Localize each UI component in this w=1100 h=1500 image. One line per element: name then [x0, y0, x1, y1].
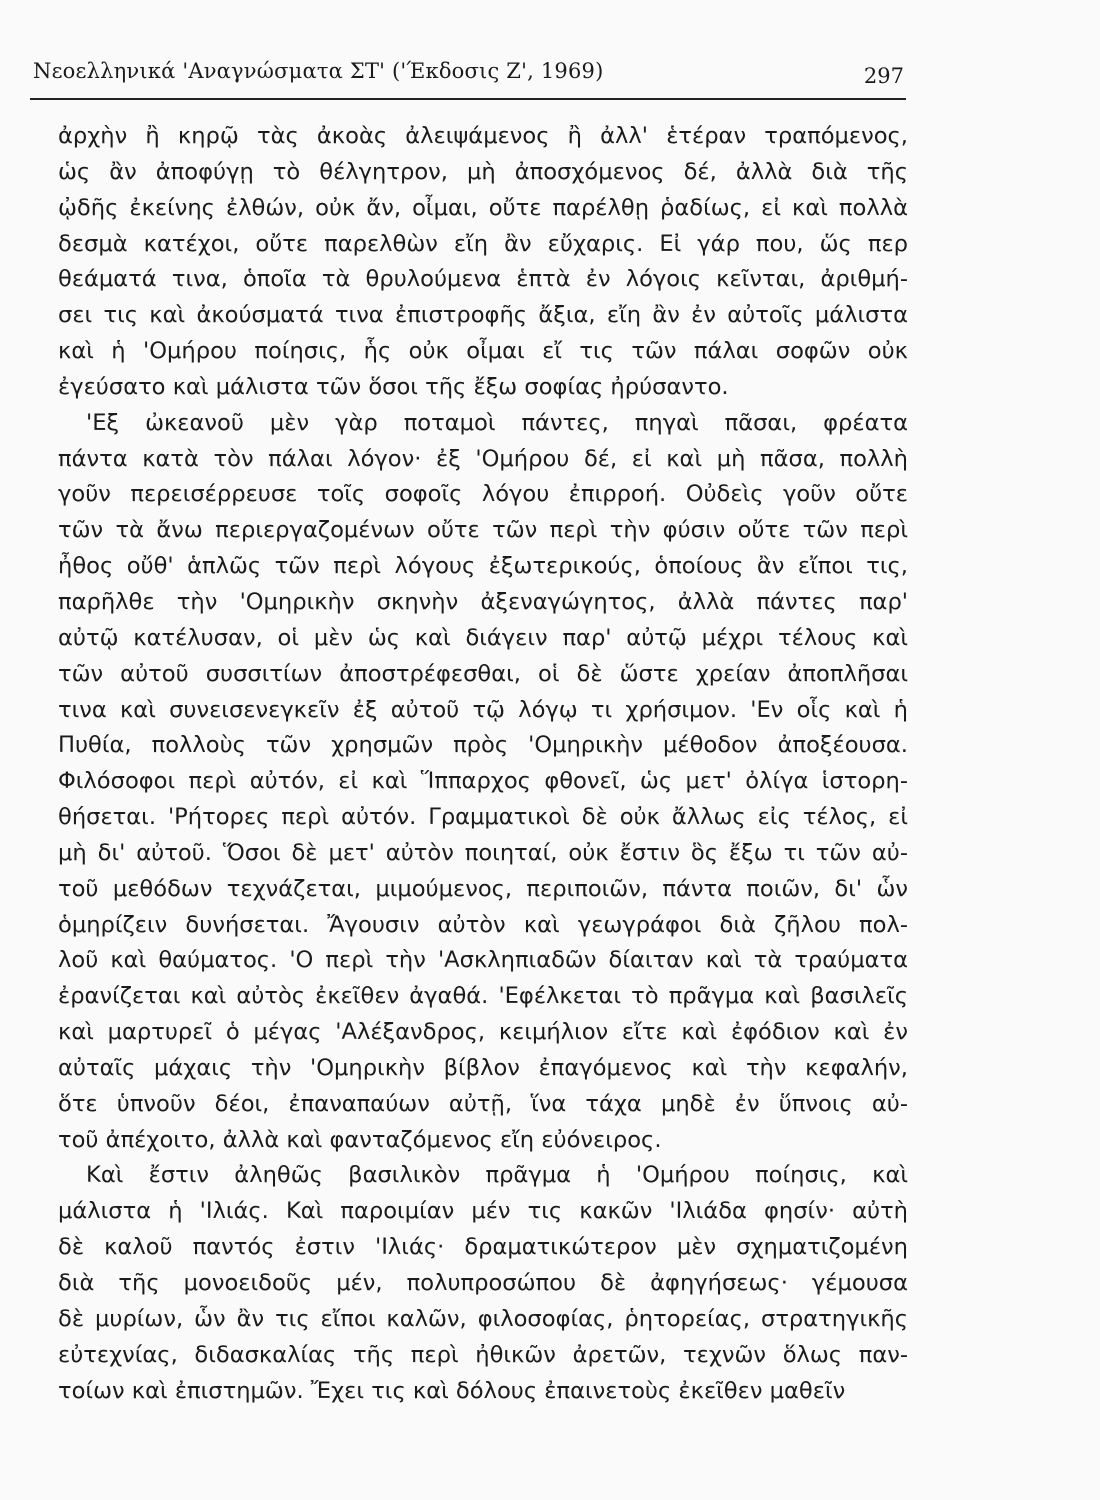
- text-line: τοῦ μεθόδων τεχνάζεται, μιμούμενος, περιποιῶν, πάντα ποιῶν, δι' ὧν: [58, 875, 908, 902]
- text-line: τινα καὶ συνεισενεγκεῖν ἐξ αὐτοῦ τῷ λόγῳ τι χρήσιμον. 'Εν οἷς καὶ ἡ: [58, 696, 908, 723]
- text-line: ἐγεύσατο καὶ μάλιστα τῶν ὅσοι τῆς ἔξω σοφίας ἠρύσαντο.: [58, 373, 729, 400]
- text-line: ἀρχὴν ἢ κηρῷ τὰς ἀκοὰς ἀλειψάμενος ἢ ἀλλ' ἑτέραν τραπόμενος,: [58, 123, 908, 149]
- paragraph-start-line: 'Εξ ὠκεανοῦ μὲν γὰρ ποταμοὶ πάντες, πηγαὶ πᾶσαι, φρέατα: [86, 409, 908, 436]
- text-line: ἐρανίζεται καὶ αὐτὸς ἐκεῖθεν ἀγαθά. 'Εφέλκεται τὸ πρᾶγμα καὶ βασιλεῖς: [58, 983, 908, 1010]
- text-line: δεσμὰ κατέχοι, οὔτε παρελθὼν εἴη ἂν εὔχαρις. Εἰ γάρ που, ὥς περ: [58, 230, 908, 257]
- text-line: διὰ τῆς μονοειδοῦς μέν, πολυπροσώπου δὲ ἀφηγήσεως· γέμουσα: [58, 1270, 908, 1296]
- text-line: καὶ μαρτυρεῖ ὁ μέγας 'Αλέξανδρος, κειμήλιον εἴτε καὶ ἐφόδιον καὶ ἐν: [58, 1019, 908, 1046]
- text-line: ὅτε ὑπνοῦν δέοι, ἐπαναπαύων αὐτῇ, ἵνα τάχα μηδὲ ἐν ὕπνοις αὐ-: [58, 1090, 908, 1117]
- text-line: Φιλόσοφοι περὶ αὐτόν, εἰ καὶ Ἵππαρχος φθονεῖ, ὡς μετ' ὀλίγα ἱστορη-: [58, 768, 908, 795]
- text-line: τοῦ ἀπέχοιτο, ἀλλὰ καὶ φανταζόμενος εἴη εὐόνειρος.: [58, 1126, 662, 1153]
- text-line: ὡς ἂν ἀποφύγῃ τὸ θέλγητρον, μὴ ἀποσχόμενος δέ, ἀλλὰ διὰ τῆς: [58, 158, 908, 185]
- text-body: [58, 119, 908, 1409]
- text-line: λοῦ καὶ θαύματος. 'Ο περὶ τὴν 'Ασκληπιαδῶν δίαιταν καὶ τὰ τραύματα: [58, 947, 908, 974]
- text-line: τῶν αὐτοῦ συσσιτίων ἀποστρέφεσθαι, οἱ δὲ ὥστε χρείαν ἀποπλῆσαι: [58, 660, 908, 687]
- paragraph-start-line: Καὶ ἔστιν ἀληθῶς βασιλικὸν πρᾶγμα ἡ 'Ομήρου ποίησις, καὶ: [86, 1162, 908, 1189]
- text-line: θήσεται. 'Ρήτορες περὶ αὐτόν. Γραμματικοὶ δὲ οὐκ ἄλλως εἰς τέλος, εἰ: [58, 804, 908, 831]
- text-line: ᾠδῆς ἐκείνης ἐλθών, οὐκ ἄν, οἶμαι, οὔτε παρέλθῃ ῥαδίως, εἰ καὶ πολλὰ: [58, 194, 908, 221]
- text-line: τῶν τὰ ἄνω περιεργαζομένων οὔτε τῶν περὶ τὴν φύσιν οὔτε τῶν περὶ: [58, 517, 908, 544]
- text-line: αὐτῷ κατέλυσαν, οἱ μὲν ὡς καὶ διάγειν παρ' αὐτῷ μέχρι τέλους καὶ: [58, 624, 908, 651]
- text-line: παρῆλθε τὴν 'Ομηρικὴν σκηνὴν ἀξεναγώγητος, ἀλλὰ πάντες παρ': [58, 588, 908, 615]
- running-header: [30, 52, 906, 100]
- text-line: γοῦν περεισέρρευσε τοῖς σοφοῖς λόγου ἐπιρροή. Οὐδεὶς γοῦν οὔτε: [58, 481, 908, 508]
- text-line: θεάματά τινα, ὁποῖα τὰ θρυλούμενα ἑπτὰ ἐν λόγοις κεῖνται, ἀριθμή-: [58, 266, 908, 293]
- page-number: 297: [863, 64, 904, 88]
- text-line: ὁμηρίζειν δυνήσεται. Ἄγουσιν αὐτὸν καὶ γεωγράφοι διὰ ζῆλου πολ-: [58, 911, 908, 938]
- header-title: Νεοελληνικά 'Αναγνώσματα ΣΤ' ('Έκδοσις Ζ', 1969): [33, 59, 604, 83]
- text-line: αὐταῖς μάχαις τὴν 'Ομηρικὴν βίβλον ἐπαγόμενος καὶ τὴν κεφαλήν,: [58, 1054, 908, 1081]
- text-line: τοίων καὶ ἐπιστημῶν. Ἔχει τις καὶ δόλους ἐπαινετοὺς ἐκεῖθεν μαθεῖν: [58, 1377, 846, 1404]
- text-line: ἦθος οὔθ' ἁπλῶς τῶν περὶ λόγους ἐξωτερικούς, ὁποίους ἂν εἴποι τις,: [58, 553, 908, 580]
- text-line: μάλιστα ἡ 'Ιλιάς. Καὶ παροιμίαν μέν τις κακῶν 'Ιλιάδα φησίν· αὐτὴ: [58, 1198, 908, 1225]
- text-line: σει τις καὶ ἀκούσματά τινα ἐπιστροφῆς ἄξια, εἴη ἂν ἐν αὐτοῖς μάλιστα: [58, 302, 908, 329]
- text-line: μὴ δι' αὐτοῦ. Ὅσοι δὲ μετ' αὐτὸν ποιηταί, οὐκ ἔστιν ὃς ἔξω τι τῶν αὐ-: [58, 839, 908, 866]
- text-line: δὲ μυρίων, ὧν ἂν τις εἴποι καλῶν, φιλοσοφίας, ῥητορείας, στρατηγικῆς: [58, 1305, 908, 1332]
- text-line: καὶ ἡ 'Ομήρου ποίησις, ἧς οὐκ οἶμαι εἴ τις τῶν πάλαι σοφῶν οὐκ: [58, 338, 908, 365]
- text-line: πάντα κατὰ τὸν πάλαι λόγον· ἐξ 'Ομήρου δέ, εἰ καὶ μὴ πᾶσα, πολλὴ: [58, 445, 908, 472]
- text-line: Πυθία, πολλοὺς τῶν χρησμῶν πρὸς 'Ομηρικὴν μέθοδον ἀποξέουσα.: [58, 732, 908, 759]
- text-line: δὲ καλοῦ παντός ἐστιν 'Ιλιάς· δραματικώτερον μὲν σχηματιζομένη: [58, 1234, 908, 1261]
- text-line: εὐτεχνίας, διδασκαλίας τῆς περὶ ἠθικῶν ἀρετῶν, τεχνῶν ὅλως παν-: [58, 1341, 908, 1368]
